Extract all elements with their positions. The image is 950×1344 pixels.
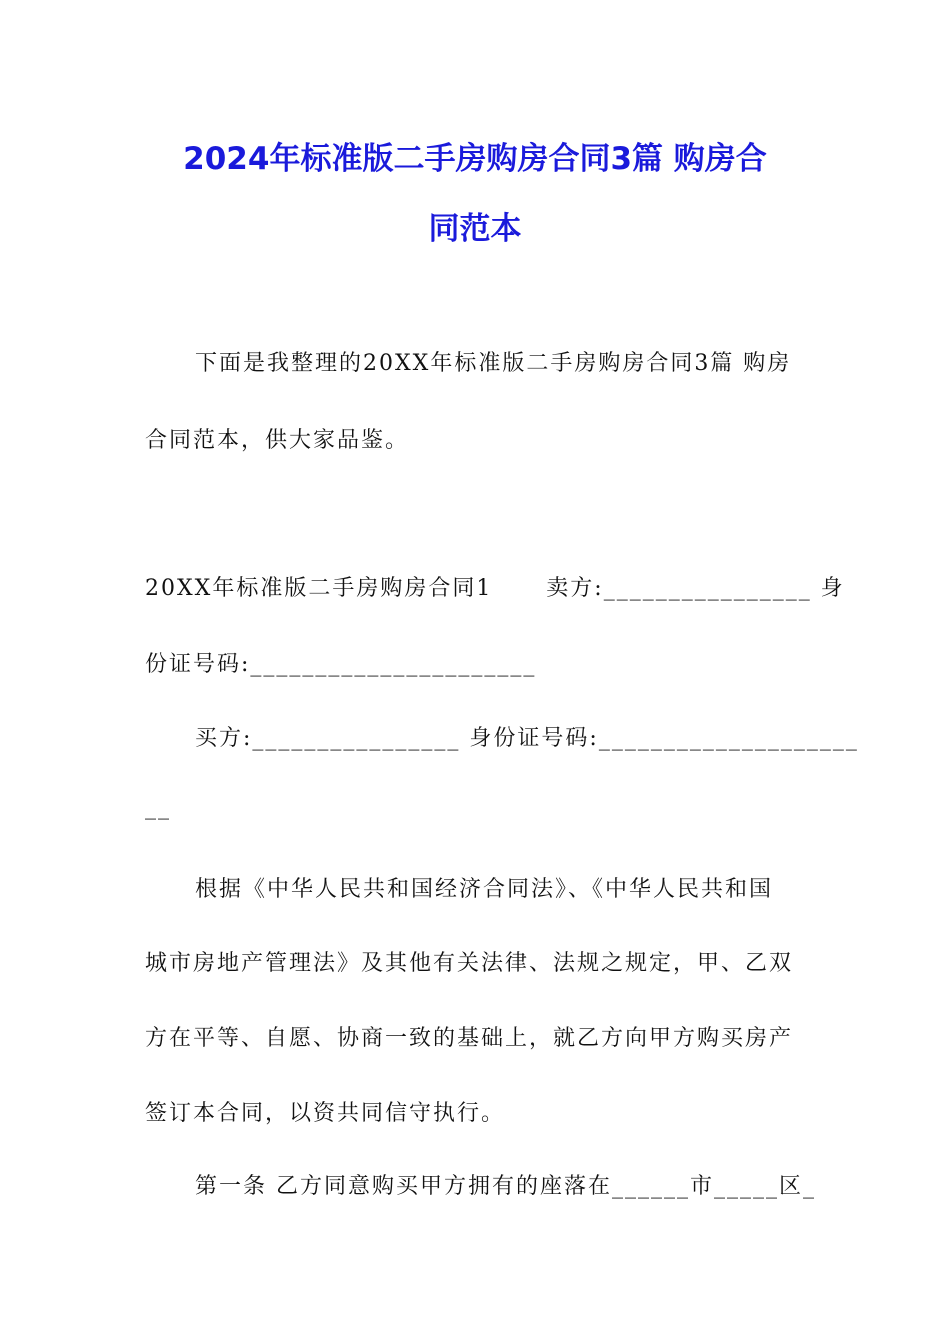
contract-heading-seller-line: 20XX年标准版二手房购房合同1 卖方:________________ 身 (145, 576, 845, 601)
document-title-line-2: 同范本 (428, 211, 522, 247)
seller-id-line: 份证号码:______________________ (145, 652, 537, 677)
intro-line-1: 下面是我整理的20XX年标准版二手房购房合同3篇 购房 (195, 351, 792, 376)
buyer-line: 买方:________________ 身份证号码:____________________ (195, 726, 859, 751)
article-one-line: 第一条 乙方同意购买甲方拥有的座落在______市_____区_ (195, 1174, 816, 1199)
intro-line-2: 合同范本，供大家品鉴。 (145, 428, 410, 453)
buyer-id-continuation: __ (145, 795, 171, 820)
clause-para-line-3: 方在平等、自愿、协商一致的基础上，就乙方向甲方购买房产 (145, 1026, 794, 1051)
clause-para-line-1: 根据《中华人民共和国经济合同法》、《中华人民共和国 (195, 877, 774, 902)
document-title-line-1: 2024年标准版二手房购房合同3篇 购房合 (183, 141, 767, 177)
clause-para-line-4: 签订本合同，以资共同信守执行。 (145, 1101, 506, 1126)
clause-para-line-2: 城市房地产管理法》及其他有关法律、法规之规定，甲、乙双 (145, 951, 794, 976)
